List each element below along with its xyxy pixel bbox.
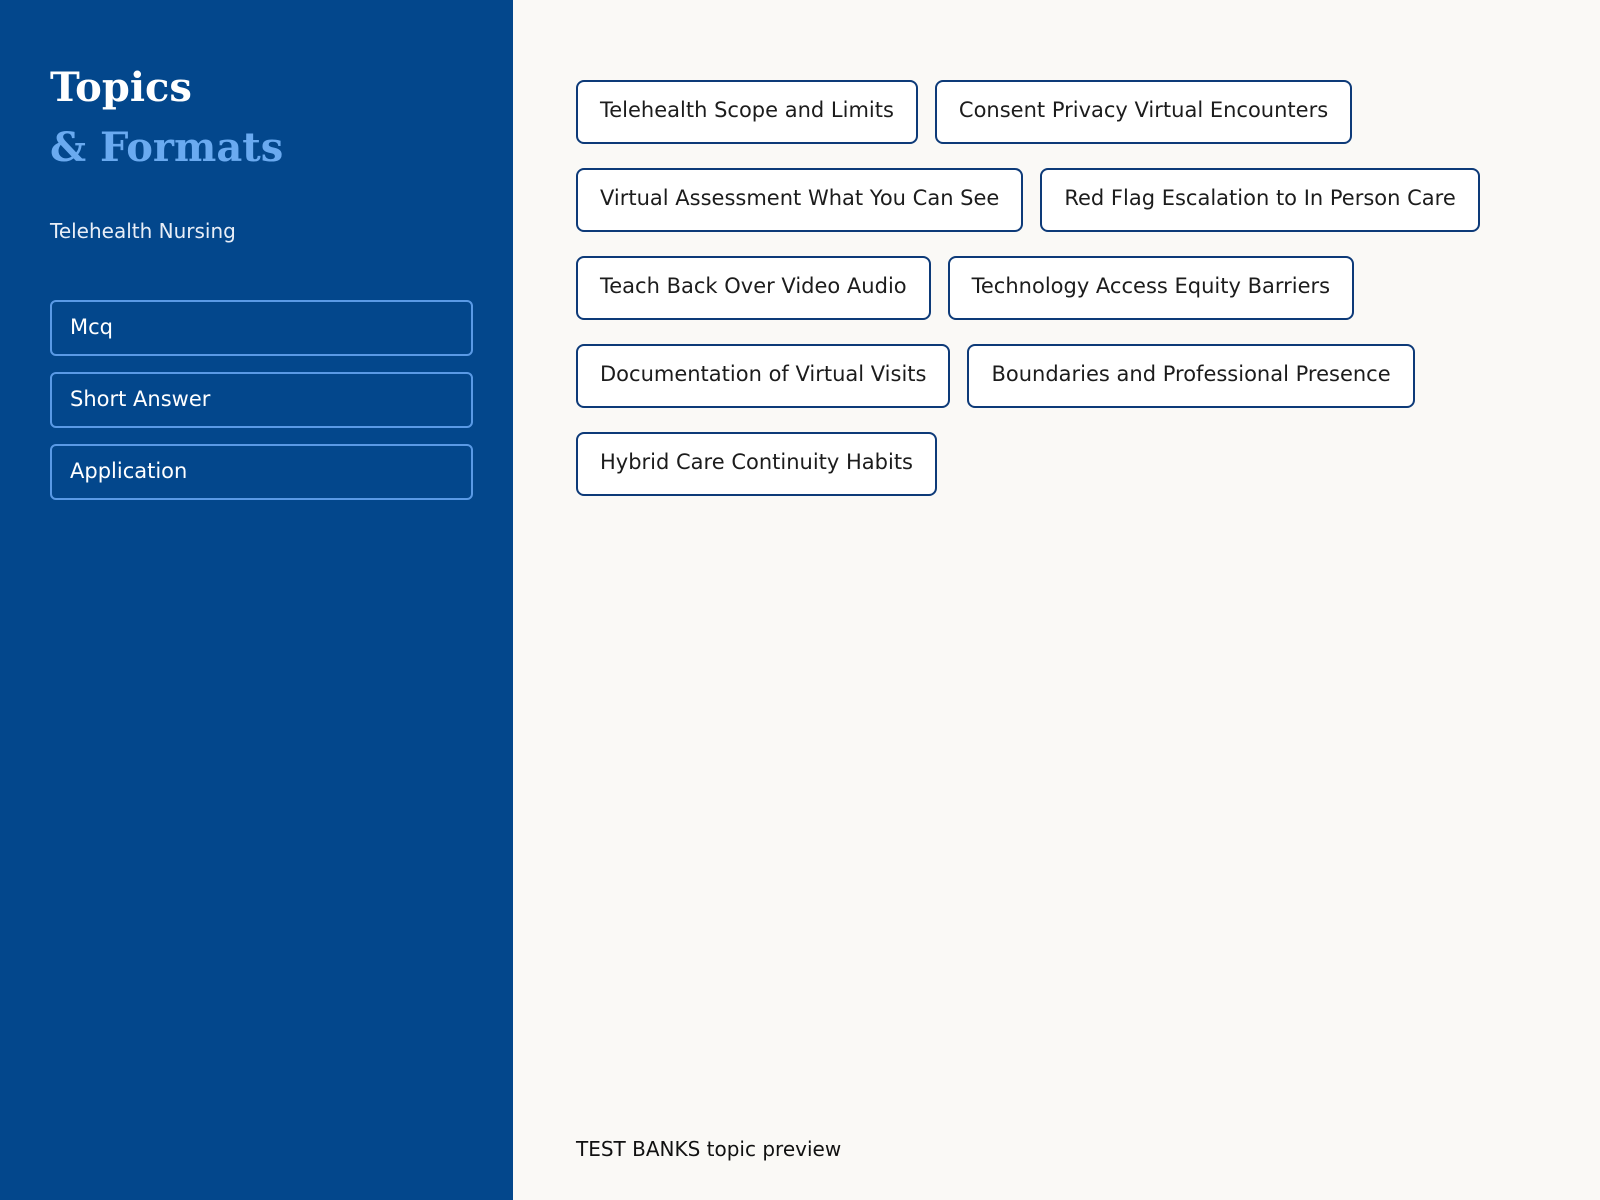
title-line-formats: & Formats	[50, 124, 284, 171]
topic-chip[interactable]: Consent Privacy Virtual Encounters	[935, 80, 1352, 144]
topic-chip[interactable]: Documentation of Virtual Visits	[576, 344, 950, 408]
page-title	[50, 58, 283, 178]
topic-chip[interactable]: Technology Access Equity Barriers	[948, 256, 1354, 320]
format-item-short-answer[interactable]: Short Answer	[50, 372, 473, 428]
format-list	[50, 300, 473, 516]
format-item-application[interactable]: Application	[50, 444, 473, 500]
title-line-topics: Topics	[50, 64, 192, 111]
topic-chip-list	[576, 80, 1536, 496]
subtitle: Telehealth Nursing	[50, 219, 236, 243]
topic-chip[interactable]: Virtual Assessment What You Can See	[576, 168, 1023, 232]
topic-chip[interactable]: Teach Back Over Video Audio	[576, 256, 931, 320]
topic-chip[interactable]: Telehealth Scope and Limits	[576, 80, 918, 144]
format-item-mcq[interactable]: Mcq	[50, 300, 473, 356]
footer-caption: TEST BANKS topic preview	[576, 1137, 842, 1161]
topic-chip[interactable]: Red Flag Escalation to In Person Care	[1040, 168, 1479, 232]
sidebar	[0, 0, 513, 1200]
topic-chip[interactable]: Boundaries and Professional Presence	[967, 344, 1414, 408]
topic-chip[interactable]: Hybrid Care Continuity Habits	[576, 432, 937, 496]
